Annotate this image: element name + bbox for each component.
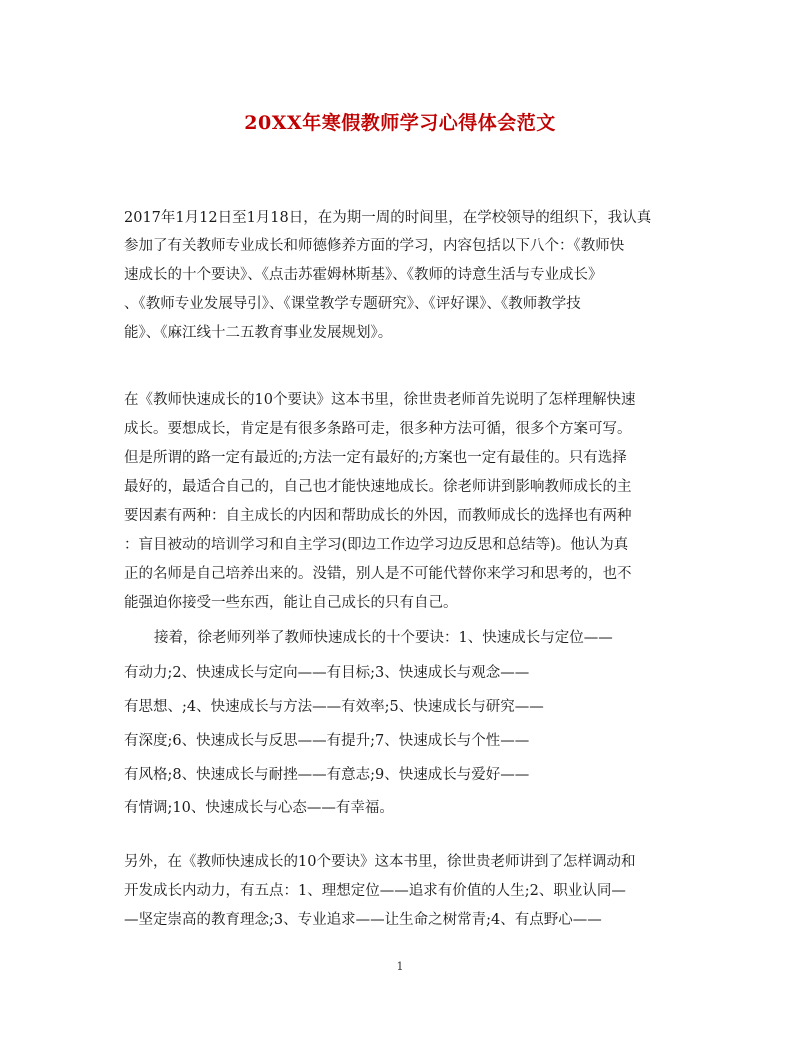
paragraph2-line-4: 最好的，最适合自己的，自己也才能快速地成长。徐老师讲到影响教师成长的主	[124, 479, 632, 495]
paragraph2-line-6: ：盲目被动的培训学习和自主学习(即边工作边学习边反思和总结等)。他认为真	[124, 537, 629, 553]
paragraph1-line-3: 速成长的十个要诀》、《点击苏霍姆林斯基》、《教师的诗意生活与专业成长》	[124, 267, 603, 283]
paragraph4-line-3: —坚定崇高的教育理念;3、专业追求——让生命之树常青;4、有点野心——	[124, 912, 602, 928]
paragraph2-line-5: 要因素有两种：自主成长的内因和帮助成长的外因，而教师成长的选择也有两种	[124, 508, 632, 524]
paragraph3-line-4: 有深度;6、快速成长与反思——有提升;7、快速成长与个性——	[124, 733, 530, 749]
paragraph3-line-1: 接着，徐老师列举了教师快速成长的十个要诀：1、快速成长与定位——	[154, 630, 613, 646]
paragraph1-line-5: 能》、《麻江线十二五教育事业发展规划》。	[124, 325, 393, 341]
paragraph3-line-3: 有思想、;4、快速成长与方法——有效率;5、快速成长与研究——	[124, 699, 544, 715]
paragraph3-line-5: 有风格;8、快速成长与耐挫——有意志;9、快速成长与爱好——	[124, 767, 530, 783]
paragraph2-line-2: 成长。要想成长，肯定是有很多条路可走，很多种方法可循，很多个方案可写。	[124, 421, 632, 437]
paragraph3-line-6: 有情调;10、快速成长与心态——有幸福。	[124, 800, 394, 816]
paragraph4-line-1: 另外，在《教师快速成长的10个要诀》这本书里，徐世贵老师讲到了怎样调动和	[124, 854, 636, 870]
paragraph2-line-8: 能强迫你接受一些东西，能让自己成长的只有自己。	[124, 595, 458, 611]
paragraph1-line-2: 参加了有关教师专业成长和师德修养方面的学习，内容包括以下八个：《教师快	[124, 238, 625, 254]
paragraph1-line-1: 2017年1月12日至1月18日，在为期一周的时间里，在学校领导的组织下，我认真	[124, 210, 652, 226]
paragraph2-line-7: 正的名师是自己培养出来的。没错，别人是不可能代替你来学习和思考的，也不	[124, 566, 632, 582]
paragraph4-line-2: 开发成长内动力，有五点：1、理想定位——追求有价值的人生;2、职业认同—	[124, 883, 626, 899]
paragraph3-line-2: 有动力;2、快速成长与定向——有目标;3、快速成长与观念——	[124, 665, 530, 681]
page-number: 1	[396, 960, 404, 973]
paragraph2-line-1: 在《教师快速成长的10个要诀》这本书里，徐世贵老师首先说明了怎样理解快速	[124, 392, 636, 408]
paragraph1-line-4: 、《教师专业发展导引》、《课堂教学专题研究》、《评好课》、《教师教学技	[124, 296, 581, 312]
document-title: 20XX年寒假教师学习心得体会范文	[244, 112, 556, 134]
paragraph2-line-3: 但是所谓的路一定有最近的;方法一定有最好的;方案也一定有最佳的。只有选择	[124, 450, 627, 466]
